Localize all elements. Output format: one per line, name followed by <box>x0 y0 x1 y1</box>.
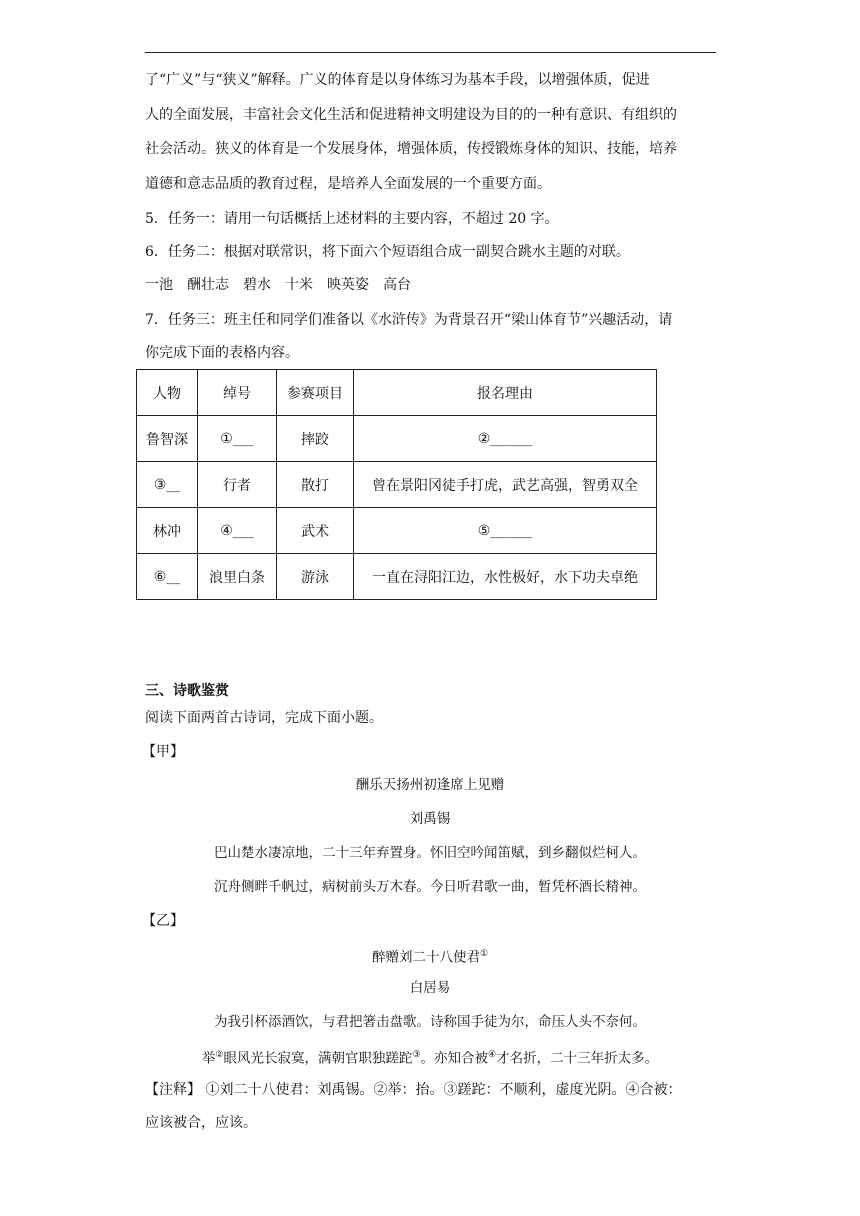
poem-b-line-2-a: 举 <box>201 1050 216 1067</box>
cell-person-blank: ③__ <box>137 462 198 508</box>
poem-b-title-row <box>0 944 860 968</box>
cell-nickname: 浪里白条 <box>198 554 277 600</box>
poem-b-line-2-b: 眼风光长寂寞，满朝官职独蹉跎 <box>223 1050 413 1067</box>
poem-b-line-1: 为我引杯添酒饮，与君把箸击盘歌。诗称国手徒为尔，命压人头不奈何。 <box>214 1014 646 1030</box>
poem-a-author: 刘禹锡 <box>409 811 451 827</box>
table-header-row <box>137 370 657 416</box>
poem-b-line-2 <box>0 1045 860 1069</box>
notes-line-1: 【注释】 ①刘二十八使君：刘禹锡。②举：抬。③蹉跎：不顺利，虚度光阴。④合被： <box>145 1082 682 1098</box>
cell-event: 游泳 <box>277 554 354 600</box>
note-marker-3: ③ <box>412 1050 421 1060</box>
cell-nickname-blank: ④___ <box>198 508 277 554</box>
cell-event: 武术 <box>277 508 354 554</box>
question-6-phrases: 一池 酬壮志 碧水 十米 映英姿 高台 <box>145 277 411 293</box>
passage-line-2: 人的全面发展，丰富社会文化生活和促进精神文明建设为目的的一种有意识、有组织的 <box>145 107 677 123</box>
cell-nickname: 行者 <box>198 462 277 508</box>
poem-b-label: 【乙】 <box>142 913 184 929</box>
cell-reason: 一直在浔阳江边，水性极好，水下功夫卓绝 <box>354 554 657 600</box>
poem-b-line-2-c: 。亦知合被 <box>420 1050 489 1067</box>
cell-event: 散打 <box>277 462 354 508</box>
header-rule <box>145 52 716 53</box>
table-row <box>137 416 657 462</box>
cell-person-blank: ⑥__ <box>137 554 198 600</box>
poem-b-line-2-d: 才名折，二十三年折太多。 <box>496 1050 659 1067</box>
passage-line-1: 了“广义”与“狭义”解释。广义的体育是以身体练习为基本手段，以增强体质，促进 <box>145 72 650 88</box>
poem-a-line-2: 沉舟侧畔千帆过，病树前头万木春。今日听君歌一曲，暂凭杯酒长精神。 <box>214 879 646 895</box>
question-5: 5．任务一：请用一句话概括上述材料的主要内容，不超过 20 字。 <box>145 211 559 227</box>
table-row <box>137 462 657 508</box>
header-nickname: 绰号 <box>198 370 277 416</box>
note-marker-2: ② <box>215 1050 224 1060</box>
cell-reason-blank: ⑤______ <box>354 508 657 554</box>
poem-b-title: 醉赠刘二十八使君 <box>371 949 480 966</box>
cell-reason-blank: ②______ <box>354 416 657 462</box>
table-row <box>137 554 657 600</box>
section-heading: 三、诗歌鉴赏 <box>145 683 229 699</box>
cell-nickname-blank: ①___ <box>198 416 277 462</box>
registration-table <box>136 369 657 600</box>
note-marker-4: ④ <box>488 1050 497 1060</box>
notes-line-2: 应该被合，应该。 <box>145 1115 257 1131</box>
poem-b-author: 白居易 <box>409 980 451 996</box>
poem-a-line-1: 巴山楚水凄凉地，二十三年弃置身。怀旧空吟闻笛赋，到乡翻似烂柯人。 <box>214 845 646 861</box>
cell-person: 鲁智深 <box>137 416 198 462</box>
passage-line-4: 道德和意志品质的教育过程，是培养人全面发展的一个重要方面。 <box>145 176 551 192</box>
question-6: 6．任务二：根据对联常识，将下面六个短语组合成一副契合跳水主题的对联。 <box>145 244 630 260</box>
cell-person: 林冲 <box>137 508 198 554</box>
poem-b-title-note: ① <box>479 949 489 959</box>
question-7-line-2: 你完成下面的表格内容。 <box>145 345 299 361</box>
header-person: 人物 <box>137 370 198 416</box>
section-intro: 阅读下面两首古诗词，完成下面小题。 <box>145 710 383 726</box>
cell-event: 摔跤 <box>277 416 354 462</box>
passage-line-3: 社会活动。狭义的体育是一个发展身体，增强体质，传授锻炼身体的知识、技能，培养 <box>145 141 677 157</box>
poem-a-title: 酬乐天扬州初逢席上见赠 <box>355 777 505 793</box>
cell-reason: 曾在景阳冈徒手打虎，武艺高强，智勇双全 <box>354 462 657 508</box>
question-7-line-1: 7．任务三：班主任和同学们准备以《水浒传》为背景召开“梁山体育节”兴趣活动，请 <box>145 312 673 328</box>
header-reason: 报名理由 <box>354 370 657 416</box>
table-row <box>137 508 657 554</box>
header-event: 参赛项目 <box>277 370 354 416</box>
poem-a-label: 【甲】 <box>142 744 184 760</box>
